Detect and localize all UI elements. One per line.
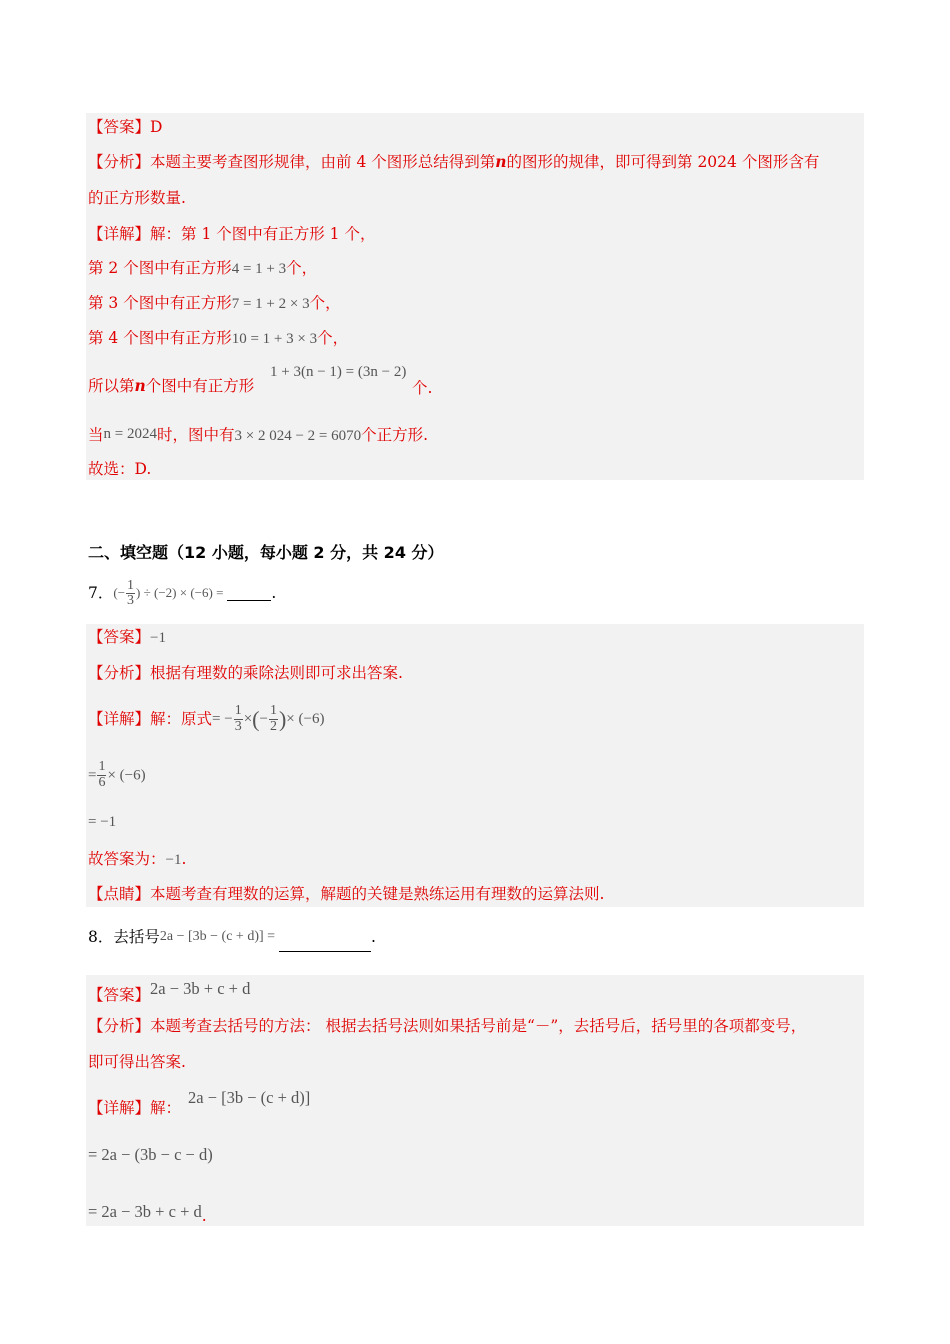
answer-value: D (150, 118, 163, 136)
detail-text: 解：原式 (150, 710, 213, 728)
comment-label: 【点睛】 (88, 885, 151, 903)
q6-answer-line (88, 117, 162, 137)
answer-blank[interactable] (227, 586, 271, 601)
detail-text: 个， (317, 329, 349, 347)
fraction-denominator: 6 (98, 775, 106, 791)
q6-analysis-line-2 (88, 188, 186, 208)
q6-detail-line-2 (88, 258, 317, 279)
math-expression: 10 = 1 + 3 × 3 (231, 331, 318, 347)
math-expression: n = 2024 (103, 426, 157, 442)
step-end: . (201, 1207, 207, 1225)
expr-part: − (259, 710, 268, 727)
detail-label: 【详解】 (88, 225, 151, 243)
fraction-denominator: 2 (269, 718, 277, 734)
conclusion-end: . (181, 850, 187, 868)
math-expression: 7 = 1 + 2 × 3 (231, 296, 310, 312)
analysis-label: 【分析】 (88, 1017, 151, 1035)
conclusion-text: 故答案为： (88, 850, 166, 868)
q8-step2 (88, 1202, 207, 1226)
detail-text: 当 (88, 426, 104, 444)
variable-n: n (495, 152, 507, 171)
detail-text: 个图中有正方形 (145, 377, 255, 395)
expr-part: ) ÷ (−2) × (−6) = (136, 584, 224, 600)
q8-question (88, 922, 376, 952)
question-expression (113, 577, 224, 609)
q8-step1: = 2a − (3b − c − d) (88, 1145, 213, 1164)
detail-text: 解：第 1 个图中有正方形 1 个， (150, 225, 376, 243)
answer-blank[interactable] (279, 931, 371, 952)
answer-label: 【答案】 (88, 118, 151, 136)
step1-expression (212, 703, 325, 734)
detail-text: 时，图中有 (156, 426, 235, 444)
answer-value: 2a − 3b + c + d (150, 979, 251, 998)
q6-detail-line-1 (88, 224, 375, 244)
fraction (126, 579, 135, 609)
fraction (97, 760, 106, 790)
q8-analysis-line-1 (88, 1016, 806, 1036)
comment-text: 本题考查有理数的运算，解题的关键是熟练运用有理数的运算法则. (150, 885, 605, 903)
analysis-label: 【分析】 (88, 664, 151, 682)
q7-conclusion (88, 849, 186, 870)
step-expression: = 2a − 3b + c + d (88, 1202, 202, 1221)
question-number: 7． (88, 584, 114, 602)
detail-text: 第 3 个图中有正方形 (88, 294, 232, 312)
expr-part: × (−6) (107, 767, 146, 784)
question-end: . (371, 928, 376, 946)
right-paren: ) (278, 706, 287, 732)
detail-text: 个， (286, 259, 318, 277)
expr-part: × (−6) (286, 710, 325, 727)
q8-answer-line (88, 979, 250, 1005)
q7-step2 (88, 753, 146, 797)
detail-text: 第 4 个图中有正方形 (88, 329, 232, 347)
detail-label: 【详解】 (88, 710, 151, 728)
analysis-label: 【分析】 (88, 153, 151, 171)
fraction-numerator: 1 (234, 703, 242, 719)
q6-detail-line-5 (88, 376, 254, 396)
q8-detail-line (88, 1098, 181, 1118)
math-expression: 3 × 2 024 − 2 = 6070 (234, 428, 362, 444)
detail-text: 解： (150, 1099, 182, 1117)
answer-label: 【答案】 (88, 986, 151, 1004)
q6-detail-line-6 (88, 424, 428, 446)
expr-part: = − (212, 710, 233, 727)
fraction-denominator: 3 (234, 718, 242, 734)
fraction (269, 704, 278, 734)
expr-part: × (243, 710, 253, 727)
analysis-text: 本题主要考查图形规律，由前 4 个图形总结得到第 (150, 153, 496, 171)
answer-label: 【答案】 (88, 628, 151, 646)
q7-answer-line (88, 627, 166, 648)
q7-step3: = −1 (88, 814, 117, 830)
q8-analysis-line-2: 即可得出答案. (88, 1053, 186, 1071)
math-expression: 4 = 1 + 3 (231, 261, 287, 277)
q7-comment (88, 884, 604, 904)
detail-label: 【详解】 (88, 1099, 151, 1117)
analysis-text: 的正方形数量. (88, 189, 186, 207)
fraction (234, 704, 243, 734)
expr-part: = (88, 767, 97, 784)
fraction-numerator: 1 (269, 703, 277, 719)
detail-text: 个正方形. (361, 426, 429, 444)
variable-n: n (134, 376, 146, 395)
q7-detail-line (88, 696, 324, 740)
q7-analysis-line (88, 663, 403, 683)
fraction-denominator: 3 (127, 593, 135, 609)
fraction-numerator: 1 (127, 577, 135, 593)
q8-detail-expression: 2a − [3b − (c + d)] (188, 1088, 311, 1107)
question-expression: 2a − [3b − (c + d)] = (159, 929, 276, 944)
analysis-text-cont: 的图形的规律，即可得到第 2024 个图形含有 (506, 153, 820, 171)
q6-conclusion: 故选：D. (88, 460, 152, 478)
q6-detail-line-3 (88, 293, 341, 314)
left-paren: ( (252, 706, 260, 732)
detail-text: 所以第 (88, 377, 135, 395)
expr-part: (− (113, 584, 126, 600)
section-heading: 二、填空题（12 小题，每小题 2 分，共 24 分） (88, 543, 444, 562)
question-end: . (271, 584, 277, 602)
detail-text: 第 2 个图中有正方形 (88, 259, 232, 277)
analysis-text: 本题考查去括号的方法： 根据去括号法则如果括号前是“－”，去括号后，括号里的各项都变号， (150, 1017, 807, 1035)
q6-formula-general: 1 + 3(n − 1) = (3n − 2) (270, 364, 407, 380)
conclusion-math: −1 (165, 852, 182, 868)
q6-analysis-line-1 (88, 152, 819, 172)
q7-question (88, 576, 276, 608)
detail-text: 个， (309, 294, 341, 312)
analysis-text: 根据有理数的乘除法则即可求出答案. (150, 664, 403, 682)
fraction-numerator: 1 (98, 759, 106, 775)
question-number: 8．去括号 (88, 928, 160, 946)
answer-value: −1 (150, 630, 166, 646)
q6-detail-line-4 (88, 328, 348, 349)
q6-detail-line-5-end: 个. (412, 379, 433, 397)
